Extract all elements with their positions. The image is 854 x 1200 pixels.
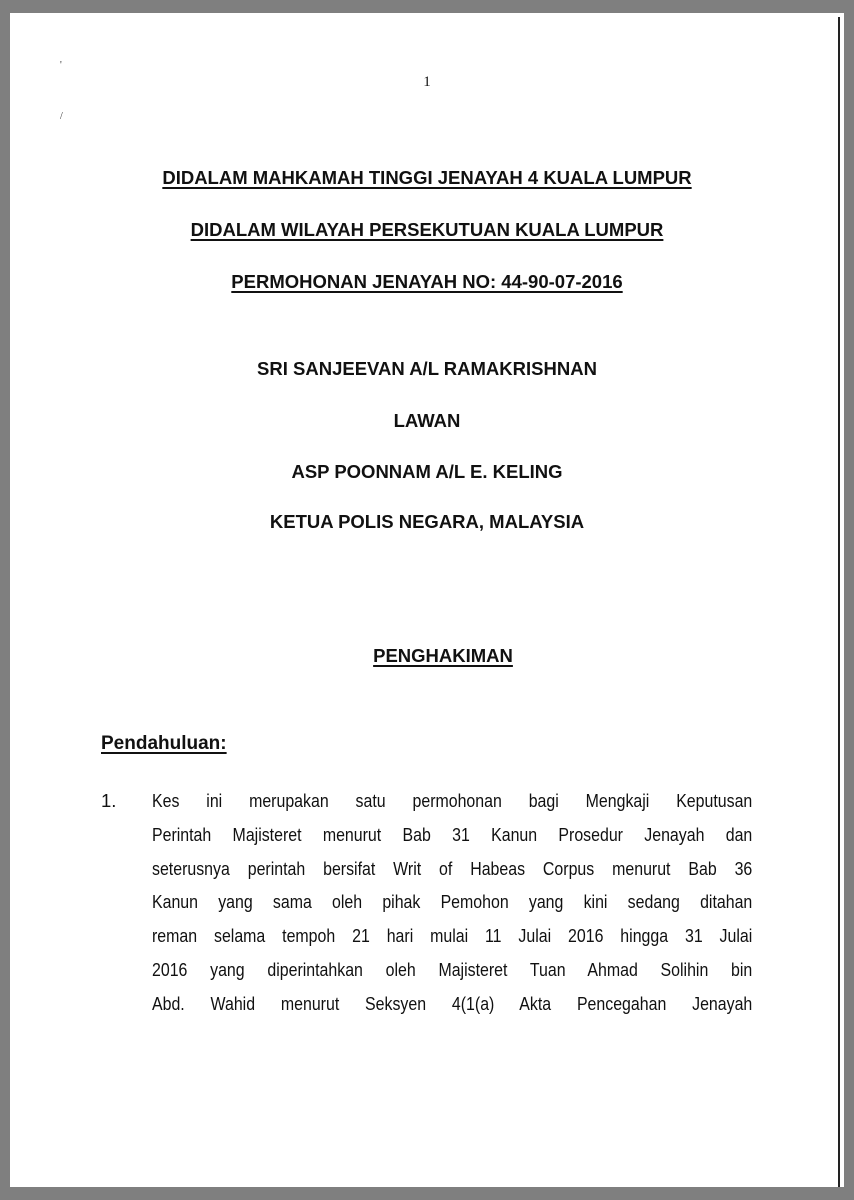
judgment-title-text: PENGHAKIMAN bbox=[373, 645, 513, 666]
paragraph-line: 2016 yang diperintahkan oleh Majisteret Tuan Ahmad Solihin bin bbox=[152, 958, 753, 980]
paragraph-line: Kanun yang sama oleh pihak Pemohon yang kini sedang ditahan bbox=[152, 891, 753, 913]
paragraph-line: Kes ini merupakan satu permohonan bagi Mengkaji Keputusan bbox=[152, 790, 753, 811]
court-header-line-3 bbox=[10, 271, 844, 293]
section-heading: Pendahuluan: bbox=[101, 733, 227, 754]
paragraph-line: Perintah Majisteret menurut Bab 31 Kanun Prosedur Jenayah dan bbox=[152, 823, 753, 845]
paragraph-line: Abd. Wahid menurut Seksyen 4(1(a) Akta Pencegahan Jenayah bbox=[152, 992, 753, 1014]
respondent-2-name: KETUA POLIS NEGARA, MALAYSIA bbox=[269, 511, 585, 532]
versus-label: LAWAN bbox=[393, 410, 461, 431]
paragraph-line: reman selama tempoh 21 hari mulai 11 Julai 2016 hingga 31 Julai bbox=[152, 925, 753, 947]
respondent-1-name: ASP POONNAM A/L E. KELING bbox=[291, 461, 563, 482]
paragraph-body bbox=[152, 790, 752, 1027]
court-header-line-1 bbox=[10, 167, 844, 189]
case-number: PERMOHONAN JENAYAH NO: 44-90-07-2016 bbox=[231, 271, 623, 292]
court-jurisdiction: DIDALAM WILAYAH PERSEKUTUAN KUALA LUMPUR bbox=[190, 219, 664, 240]
page-edge-border bbox=[838, 17, 840, 1187]
page-number: 1 bbox=[423, 74, 431, 90]
applicant-name: SRI SANJEEVAN A/L RAMAKRISHNAN bbox=[257, 358, 597, 379]
court-header-line-2 bbox=[10, 219, 844, 241]
paragraph-number: 1. bbox=[101, 790, 117, 811]
court-name: DIDALAM MAHKAMAH TINGGI JENAYAH 4 KUALA LUMPUR bbox=[162, 167, 692, 188]
judgment-title bbox=[42, 645, 844, 667]
scan-speck: ' bbox=[60, 60, 62, 71]
paragraph-line: seterusnya perintah bersifat Writ of Habeas Corpus menurut Bab 36 bbox=[152, 857, 753, 879]
scan-speck: / bbox=[60, 111, 63, 122]
document-page bbox=[10, 13, 844, 1187]
